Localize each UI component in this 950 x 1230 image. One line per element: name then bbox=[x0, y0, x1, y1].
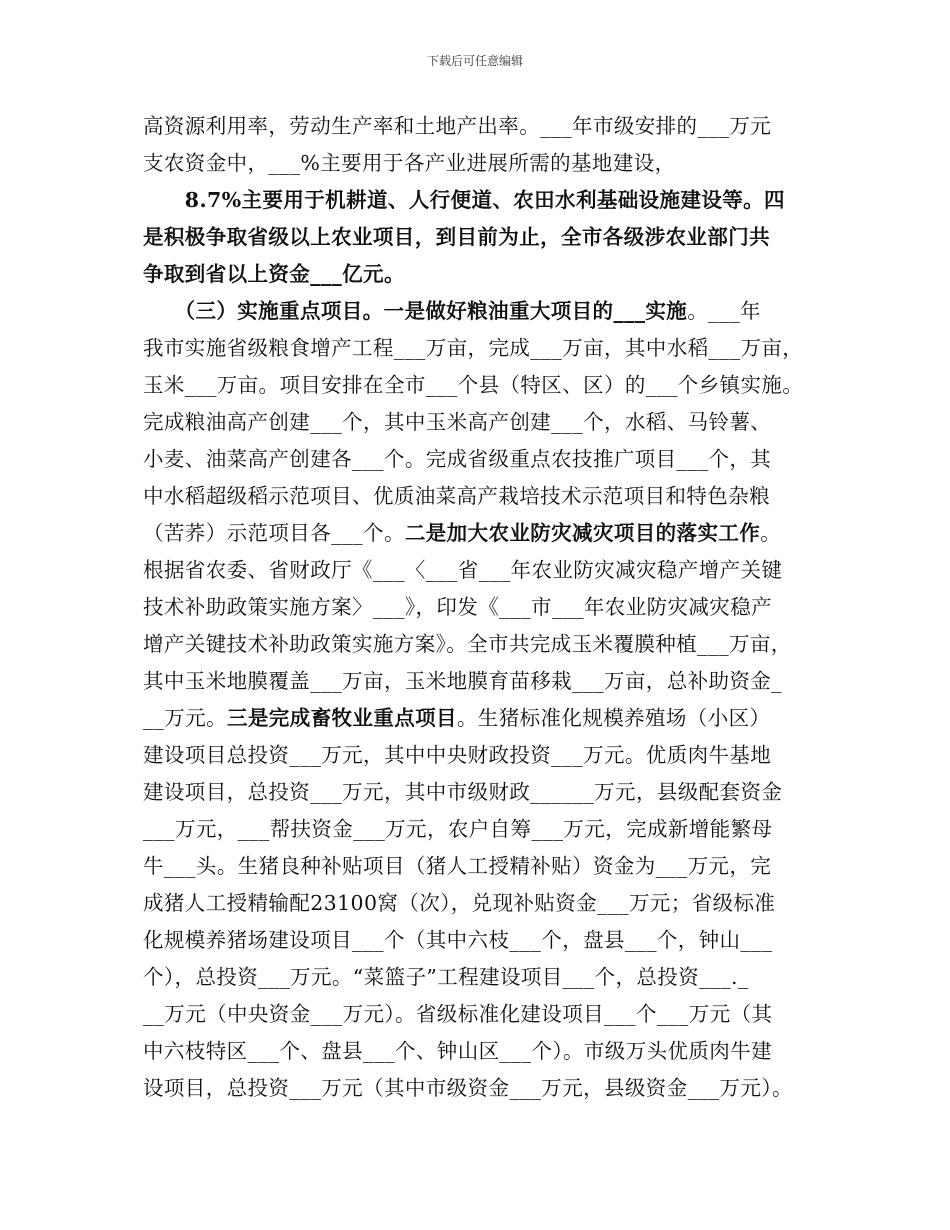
text-segment: 设项目，总投资___万元（其中市级资金___万元，县级资金___万元）。 bbox=[143, 1076, 793, 1100]
text-line bbox=[143, 219, 833, 255]
text-segment: 成猪人工授精输配23100窝（次），兑现补贴资金___万元；省级标准 bbox=[143, 891, 776, 915]
text-segment: 其中玉米地膜覆盖___万亩，玉米地膜育苗移栽___万亩，总补助资金_ bbox=[143, 669, 782, 693]
text-line bbox=[143, 1033, 833, 1069]
bold-text-segment: 二是加大农业防灾减灾项目的落实工作 bbox=[404, 521, 761, 545]
text-line bbox=[143, 182, 833, 218]
page-header: 下载后可任意编辑 bbox=[426, 54, 523, 68]
bold-text-segment: 是积极争取省级以上农业项目，到目前为止，全市各级涉农业部门共 bbox=[143, 225, 770, 249]
text-line bbox=[143, 552, 833, 588]
text-segment: 玉米___万亩。项目安排在全市___个县（特区、区）的___个乡镇实施。 bbox=[143, 373, 804, 397]
text-line bbox=[143, 811, 833, 847]
text-line bbox=[143, 108, 833, 144]
text-segment: __万元。 bbox=[143, 706, 227, 730]
text-segment: 高资源利用率，劳动生产率和土地产出率。___年市级安排的___万元 bbox=[143, 114, 772, 138]
text-line bbox=[143, 589, 833, 625]
text-line bbox=[143, 256, 833, 292]
text-segment: 。生猪标准化规模养殖场（小区） bbox=[456, 706, 771, 730]
text-segment: 完成粮油高产创建___个，其中玉米高产创建___个，水稻、马铃薯、 bbox=[143, 410, 772, 434]
text-segment: 增产关键技术补助政策实施方案》。全市共完成玉米覆膜种植___万亩， bbox=[143, 632, 792, 656]
text-segment: 中水稻超级稻示范项目、优质油菜高产栽培技术示范项目和特色杂粮 bbox=[143, 484, 770, 508]
text-line bbox=[143, 515, 833, 551]
text-segment: 。 bbox=[760, 521, 782, 545]
text-segment: 化规模养猪场建设项目___个（其中六枝___个，盘县___个，钟山___ bbox=[143, 928, 773, 952]
text-segment: 中六枝特区___个、盘县___个、钟山区___个）。市级万头优质肉牛建 bbox=[143, 1039, 772, 1063]
text-line bbox=[143, 848, 833, 884]
text-segment: 个），总投资___万元。“菜篮子”工程建设项目___个，总投资___._ bbox=[143, 965, 749, 989]
bold-text-segment: 8.7%主要用于机耕道、人行便道、农田水利基础设施建设等。四 bbox=[143, 188, 785, 212]
text-segment: 技术补助政策实施方案〉___》，印发《___市___年农业防灾减灾稳产 bbox=[143, 595, 772, 619]
text-line bbox=[143, 145, 833, 181]
text-line bbox=[143, 626, 833, 662]
text-segment: 小麦、油菜高产创建各___个。完成省级重点农技推广项目___个，其 bbox=[143, 447, 772, 471]
text-segment: 建设项目总投资___万元，其中中央财政投资___万元。优质肉牛基地 bbox=[143, 743, 772, 767]
text-line bbox=[143, 1070, 833, 1106]
text-line bbox=[143, 774, 833, 810]
bold-text-segment: 三是完成畜牧业重点项目 bbox=[227, 706, 457, 730]
text-line bbox=[143, 959, 833, 995]
text-segment: 建设项目，总投资___万元，其中市级财政______万元，县级配套资金 bbox=[143, 780, 783, 804]
text-segment: （苦荞）示范项目各___个。 bbox=[143, 521, 405, 545]
text-line bbox=[143, 330, 833, 366]
text-line bbox=[143, 367, 833, 403]
text-line bbox=[143, 293, 833, 329]
text-segment: __万元（中央资金___万元）。省级标准化建设项目___个___万元（其 bbox=[143, 1002, 773, 1026]
text-segment: 。___年 bbox=[687, 299, 761, 323]
text-line bbox=[143, 663, 833, 699]
text-line bbox=[143, 478, 833, 514]
text-segment: ___万元，___帮扶资金___万元，农户自筹___万元，完成新增能繁母 bbox=[143, 817, 773, 841]
text-line bbox=[143, 922, 833, 958]
text-segment: 牛___头。生猪良种补贴项目（猪人工授精补贴）资金为___万元，完 bbox=[143, 854, 772, 878]
bold-text-segment: 争取到省以上资金___亿元。 bbox=[143, 262, 405, 286]
text-line bbox=[143, 404, 833, 440]
bold-text-segment: （三）实施重点项目。一是做好粮油重大项目的___实施 bbox=[143, 299, 688, 323]
text-line bbox=[143, 996, 833, 1032]
text-line bbox=[143, 700, 833, 736]
text-line bbox=[143, 441, 833, 477]
text-segment: 根据省农委、省财政厅《___〈___省___年农业防灾减灾稳产增产关键 bbox=[143, 558, 783, 582]
text-line bbox=[143, 737, 833, 773]
text-segment: 支农资金中，___%主要用于各产业进展所需的基地建设， bbox=[143, 151, 676, 175]
text-line bbox=[143, 885, 833, 921]
text-segment: 我市实施省级粮食增产工程___万亩，完成___万亩，其中水稻___万亩， bbox=[143, 336, 804, 360]
